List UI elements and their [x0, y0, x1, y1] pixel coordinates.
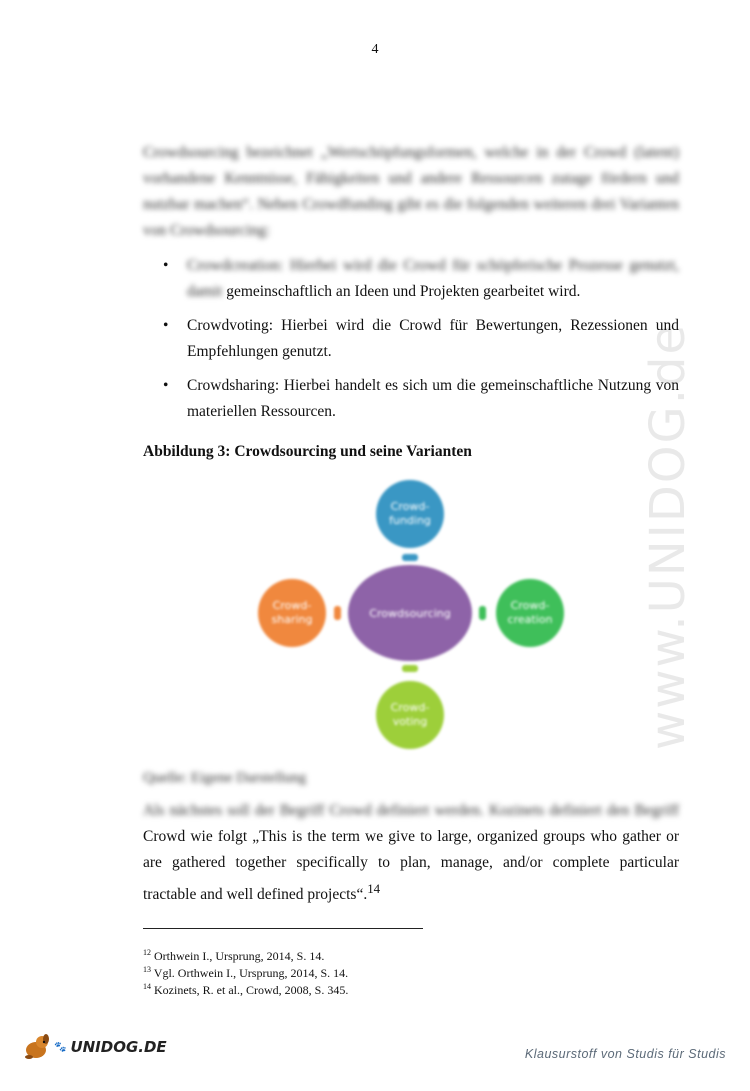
intro-paragraph: Crowdsourcing bezeichnet „Wertschöpfungsformen, welche in der Crowd (latent) vorhandene Kenntnisse, Fähigkeiten und andere Ressourcen zutage fördern und nutzbar machen“. Neben Crowdfunding gibt es die folgenden weiteren drei Varianten von Crowdsourcing: [143, 144, 679, 239]
footnote [143, 980, 348, 997]
footnote-text: Orthwein I., Ursprung, 2014, S. 14. [154, 949, 325, 963]
figure-caption: Quelle: Eigene Darstellung [143, 770, 307, 786]
node-label-top-2: funding [389, 514, 431, 527]
page-number: 4 [371, 42, 379, 57]
list-item [143, 313, 679, 365]
footnote-ref: 14 [367, 881, 381, 896]
node-label-top-1: Crowd- [390, 500, 430, 513]
node-label-left-2: sharing [271, 613, 313, 626]
paragraph-text: Crowd wie folgt „This is the term we give to large, organized groups who gather or are gathered together specifically to plan, manage, and/or complete particular tractable and well defined projects“. [143, 828, 679, 904]
footnote-divider [143, 928, 423, 929]
footnote-number: 13 [143, 965, 151, 974]
crowdsourcing-diagram [250, 478, 570, 753]
footnotes [143, 946, 348, 997]
bullet-icon: • [163, 257, 169, 274]
connector-top [402, 554, 418, 561]
footnote-text: Vgl. Orthwein I., Ursprung, 2014, S. 14. [153, 966, 349, 980]
node-label-center: Crowdsourcing [369, 607, 451, 620]
paw-icon: 🐾 [54, 1041, 67, 1053]
variants-list [143, 253, 679, 433]
logo-text: UNIDOG.DE [70, 1038, 167, 1056]
bullet-icon: • [163, 317, 169, 334]
list-item-text: Crowdsharing: Hierbei handelt es sich um die gemeinschaftliche Nutzung von materiellen Ressourcen. [187, 377, 679, 420]
connector-left [334, 606, 341, 620]
list-item-text: Crowdvoting: Hierbei wird die Crowd für Bewertungen, Rezessionen und Empfehlungen genutzt. [187, 317, 679, 360]
dog-icon [22, 1033, 52, 1061]
node-label-right-1: Crowd- [510, 599, 550, 612]
unidog-logo[interactable] [22, 1033, 167, 1061]
footnote [143, 963, 348, 980]
footnote [143, 946, 348, 963]
connector-right [479, 606, 486, 620]
watermark: www.UNIDOG.de [640, 322, 696, 750]
list-item-text: gemeinschaftlich an Ideen und Projekten gearbeitet wird. [226, 283, 581, 300]
node-label-bottom-2: voting [392, 715, 428, 728]
connector-bottom [402, 665, 418, 672]
footnote-text: Kozinets, R. et al., Crowd, 2008, S. 345. [154, 983, 349, 997]
node-label-bottom-1: Crowd- [390, 701, 430, 714]
diagram-svg [250, 478, 570, 753]
list-item [143, 373, 679, 425]
node-label-left-1: Crowd- [272, 599, 312, 612]
footnote-number: 14 [143, 982, 151, 991]
tagline: Klausurstoff von Studis für Studis [524, 1047, 726, 1061]
bullet-icon: • [163, 377, 169, 394]
footnote-number: 12 [143, 948, 151, 957]
node-label-right-2: creation [507, 613, 553, 626]
list-item-blurred-text: Crowdcreation: Hierbei wird die Crowd für schöpferische Prozesse genutzt, damit [187, 257, 679, 300]
crowd-definition-paragraph [143, 798, 679, 908]
list-item [143, 253, 679, 305]
paragraph-blurred-text: Als nächstes soll der Begriff Crowd definiert werden. Kozinets definiert den Begriff [143, 802, 679, 819]
figure-title: Abbildung 3: Crowdsourcing und seine Varianten [143, 443, 472, 460]
